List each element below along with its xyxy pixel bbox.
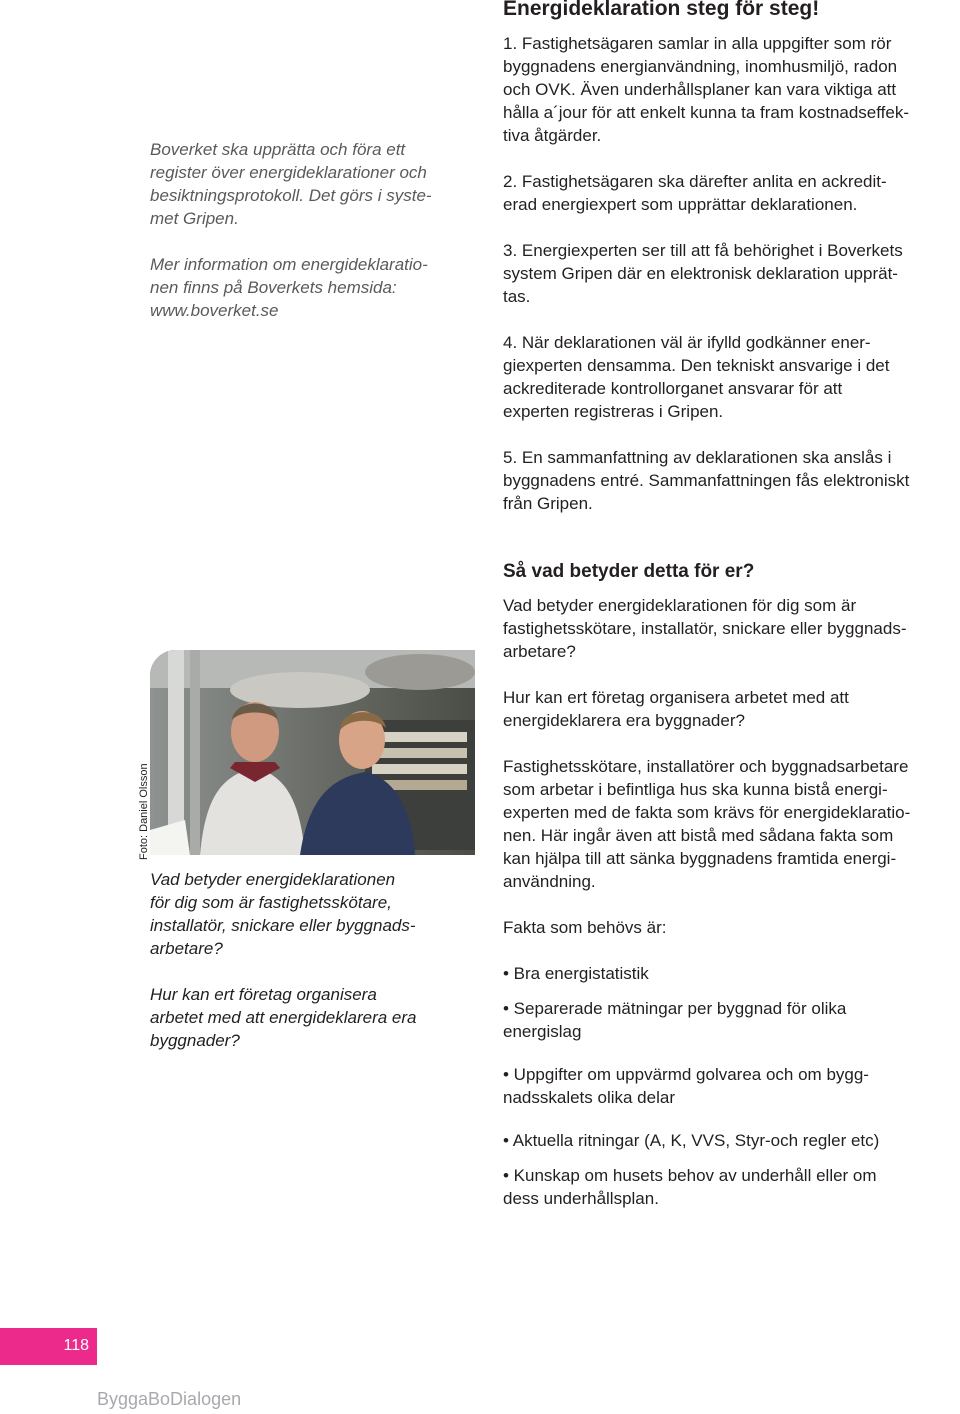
sidebar-paragraph-register: Boverket ska upprätta och föra ett register över energideklarationer och besiktningsprotokoll. Det görs i syste- met Gripen. bbox=[150, 140, 432, 228]
photo-two-workers bbox=[150, 650, 475, 855]
photo-illustration bbox=[150, 650, 475, 855]
caption-question-2: Hur kan ert företag organisera arbetet med att energideklarera era byggnader? bbox=[150, 985, 417, 1050]
fact-item: • Aktuella ritningar (A, K, VVS, Styr-och regler etc) bbox=[503, 1131, 880, 1150]
step-item-1: 1. Fastighetsägaren samlar in alla uppgifter som rör byggnadens energianvändning, inomhusmiljö, radon och OVK. Även underhållsplaner kan vara viktiga att hålla a´jour för att enkelt kunna ta fram kostnadseffek- tiva åtgärder. bbox=[503, 34, 910, 145]
step-item-5: 5. En sammanfattning av deklarationen ska anslås i byggnadens entré. Sammanfattningen fås elektroniskt från Gripen. bbox=[503, 448, 910, 513]
step-item-4: 4. När deklarationen väl är ifylld godkänner ener- giexperten densamma. Den tekniskt ansvarige i det ackrediterade kontrollorganet ansvarar för att experten registreras i Gripen. bbox=[503, 333, 890, 421]
qa-section bbox=[503, 560, 960, 1222]
qa-question-2: Hur kan ert företag organisera arbetet med att energideklarera era byggnader? bbox=[503, 688, 849, 730]
sidebar-paragraph-more-info: Mer information om energideklaratio- nen finns på Boverkets hemsida: www.boverket.se bbox=[150, 255, 428, 320]
fact-item: • Uppgifter om uppvärmd golvarea och om bygg- nadsskalets olika delar bbox=[503, 1065, 869, 1107]
photo-caption bbox=[150, 868, 470, 1075]
page-number-tab bbox=[0, 1328, 97, 1365]
qa-answer: Fastighetsskötare, installatörer och byggnadsarbetare som arbetar i befintliga hus ska kunna bistå energi- experten med de fakta som krävs för energideklaratio- nen. Här ingår även att bistå med sådana fakta som kan hjälpa till att sänka byggnadens framtida energi- användning. bbox=[503, 757, 911, 891]
photo-credit: Foto: Daniel Olsson bbox=[138, 763, 150, 860]
qa-question-1: Vad betyder energideklarationen för dig som är fastighetsskötare, installatör, snickare eller byggnads- arbetare? bbox=[503, 596, 907, 661]
qa-heading: Så vad betyder detta för er? bbox=[503, 561, 755, 582]
sidebar-note bbox=[150, 138, 470, 345]
fact-item: • Kunskap om husets behov av underhåll eller om dess underhållsplan. bbox=[503, 1166, 877, 1208]
facts-intro: Fakta som behövs är: bbox=[503, 918, 667, 937]
caption-question-1: Vad betyder energideklarationen för dig som är fastighetsskötare, installatör, snickare eller byggnads- arbetare? bbox=[150, 870, 416, 958]
fact-item: • Bra energistatistik bbox=[503, 964, 649, 983]
page-number: 118 bbox=[63, 1337, 89, 1354]
facts-list bbox=[503, 962, 960, 1210]
steps-heading: Energideklaration steg för steg! bbox=[503, 0, 820, 20]
fact-item: • Separerade mätningar per byggnad för olika energislag bbox=[503, 999, 847, 1041]
step-item-3: 3. Energiexperten ser till att få behörighet i Boverkets system Gripen där en elektronisk deklaration upprät- tas. bbox=[503, 241, 903, 306]
publisher-name: ByggaBoDialogen bbox=[97, 1389, 242, 1409]
step-item-2: 2. Fastighetsägaren ska därefter anlita en ackredit- erad energiexpert som upprättar deklarationen. bbox=[503, 172, 887, 214]
steps-list bbox=[503, 32, 960, 538]
